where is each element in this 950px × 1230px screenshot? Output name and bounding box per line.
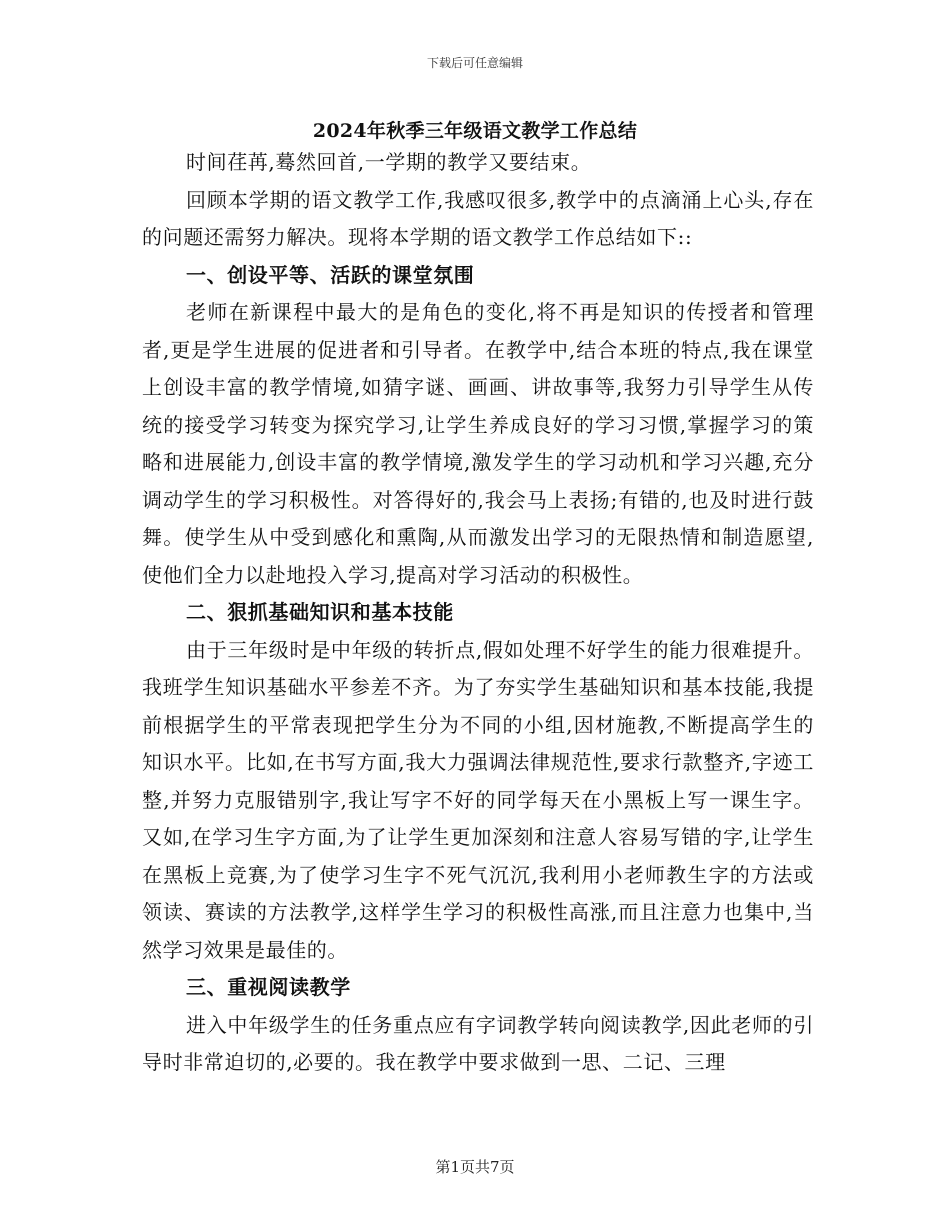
section-heading-2: 二、狠抓基础知识和基本技能 <box>186 600 454 624</box>
paragraph-section-3: 进入中年级学生的任务重点应有字词教学转向阅读教学,因此老师的引导时非常迫切的,必要的。我在教学中要求做到一思、二记、三理 <box>142 1012 814 1074</box>
paragraph-review: 回顾本学期的语文教学工作,我感叹很多,教学中的点滴涌上心头,存在的问题还需努力解决。现将本学期的语文教学工作总结如下:: <box>142 187 814 249</box>
header-note: 下载后可任意编辑 <box>426 56 523 70</box>
paragraph-intro: 时间荏苒,蓦然回首,一学期的教学又要结束。 <box>186 150 592 174</box>
section-heading-1: 一、创设平等、活跃的课堂氛围 <box>186 262 475 287</box>
section-heading-3: 三、重视阅读教学 <box>186 975 351 999</box>
document-body <box>142 144 814 1082</box>
paragraph-section-2: 由于三年级时是中年级的转折点,假如处理不好学生的能力很难提升。我班学生知识基础水平参差不齐。为了夯实学生基础知识和基本技能,我提前根据学生的平常表现把学生分为不同的小组,因材施教,不断提高学生的知识水平。比如,在书写方面,我大力强调法律规范性,要求行款整齐,字迹工整,并努力克服错别字,我让写字不好的同学每天在小黑板上写一课生字。又如,在学习生字方面,为了让学生更加深刻和注意人容易写错的字,让学生在黑板上竞赛,为了使学习生字不死气沉沉,我利用小老师教生字的方法或领读、赛读的方法教学,这样学生学习的积极性高涨,而且注意力也集中,当然学习效果是最佳的。 <box>142 637 814 962</box>
document-title: 2024年秋季三年级语文教学工作总结 <box>312 120 638 142</box>
page-number: 第1页共7页 <box>435 1158 515 1176</box>
paragraph-section-1: 老师在新课程中最大的是角色的变化,将不再是知识的传授者和管理者,更是学生进展的促进者和引导者。在教学中,结合本班的特点,我在课堂上创设丰富的教学情境,如猜字谜、画画、讲故事等,我努力引导学生从传统的接受学习转变为探究学习,让学生养成良好的学习习惯,掌握学习的策略和进展能力,创设丰富的教学情境,激发学生的学习动机和学习兴趣,充分调动学生的学习积极性。对答得好的,我会马上表扬;有错的,也及时进行鼓舞。使学生从中受到感化和熏陶,从而激发出学习的无限热情和制造愿望,使他们全力以赴地投入学习,提高对学习活动的积极性。 <box>142 300 814 587</box>
